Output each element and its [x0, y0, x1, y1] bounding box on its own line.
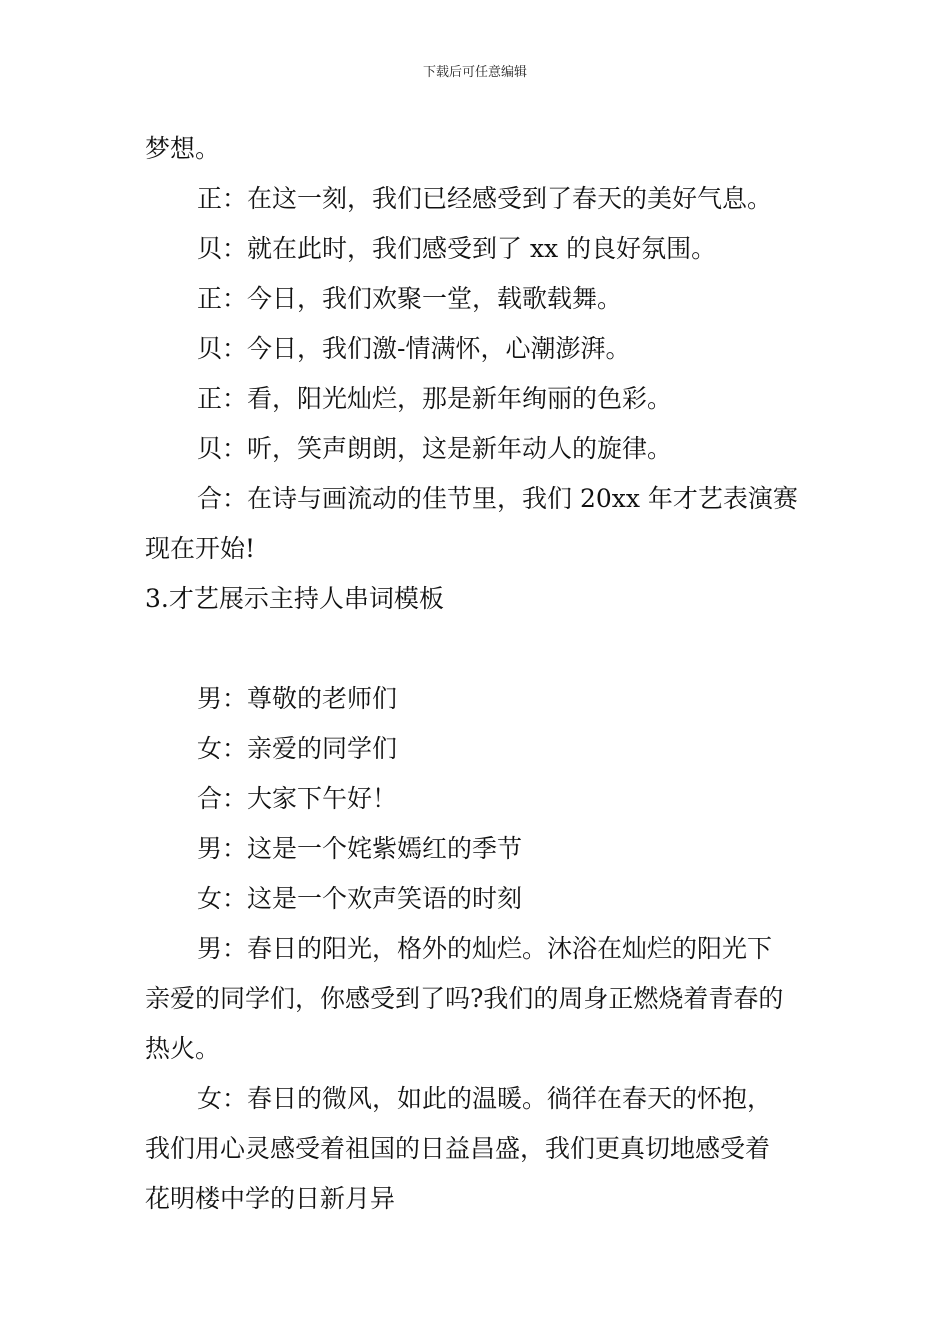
- text-line: 女：这是一个欢声笑语的时刻: [197, 884, 523, 913]
- text-line: 女：春日的微风，如此的温暖。徜徉在春天的怀抱，: [197, 1084, 773, 1113]
- page-header: 下载后可任意编辑: [422, 65, 527, 80]
- document-body: [145, 124, 810, 1224]
- text-line: 梦想。: [145, 134, 221, 163]
- text-line: 贝：就在此时，我们感受到了 xx 的良好氛围。: [197, 234, 717, 263]
- text-line: 男：这是一个姹紫嫣红的季节: [197, 834, 523, 863]
- text-line: 贝：今日，我们激-情满怀，心潮澎湃。: [197, 334, 631, 363]
- text-line: 花明楼中学的日新月异: [145, 1184, 396, 1213]
- text-line: 亲爱的同学们，你感受到了吗?我们的周身正燃烧着青春的: [145, 984, 784, 1013]
- text-line: 热火。: [145, 1034, 221, 1063]
- text-line: 贝：听，笑声朗朗，这是新年动人的旋律。: [197, 434, 673, 463]
- text-line: 合：大家下午好！: [197, 784, 398, 813]
- text-line: 正：看，阳光灿烂，那是新年绚丽的色彩。: [197, 384, 673, 413]
- text-line: 现在开始!: [145, 534, 256, 563]
- text-line: 我们用心灵感受着祖国的日益昌盛，我们更真切地感受着: [145, 1134, 771, 1163]
- section-heading: 3.才艺展示主持人串词模板: [145, 584, 444, 613]
- blank-line: [145, 624, 810, 674]
- text-line: 合：在诗与画流动的佳节里，我们 20xx 年才艺表演赛: [197, 484, 798, 513]
- text-line: 正：在这一刻，我们已经感受到了春天的美好气息。: [197, 184, 773, 213]
- text-line: 正：今日，我们欢聚一堂，载歌载舞。: [197, 284, 623, 313]
- text-line: 女：亲爱的同学们: [197, 734, 398, 763]
- text-line: 男：尊敬的老师们: [197, 684, 398, 713]
- text-line: 男：春日的阳光，格外的灿烂。沐浴在灿烂的阳光下: [197, 934, 773, 963]
